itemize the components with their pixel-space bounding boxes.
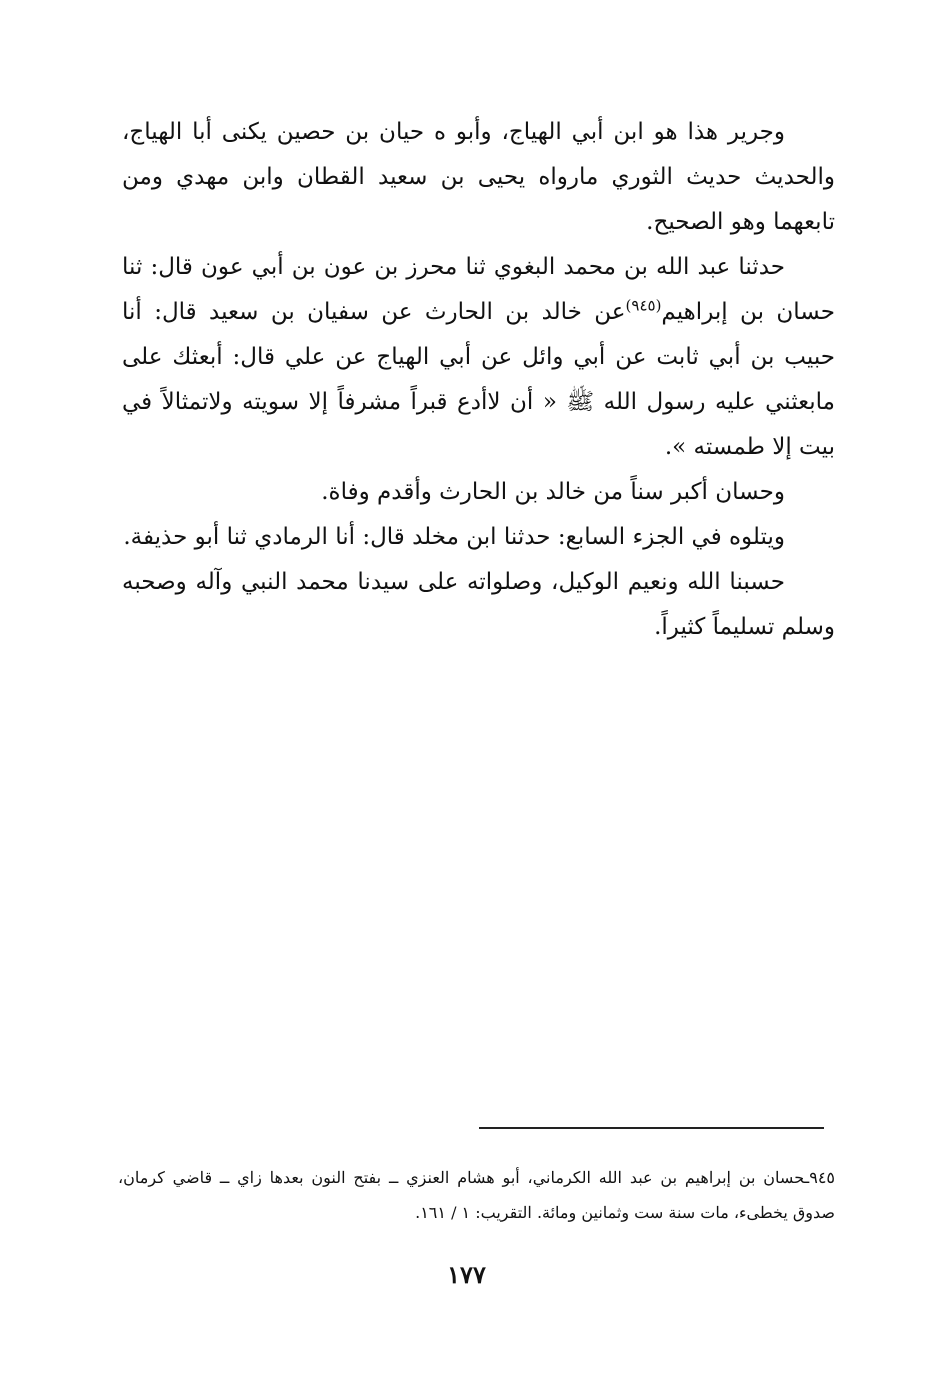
paragraph-1: وجرير هذا هو ابن أبي الهياج، وأبو ه حيان بن حصين يكنى أبا الهياج، والحديث حديث الثوري مارواه يحيى بن سعيد القطان وابن مهدي ومن تابعهما وهو الصحيح. bbox=[122, 119, 835, 235]
page-number: ١٧٧ bbox=[447, 1260, 486, 1289]
footnote-945: ٩٤٥ـحسان بن إبراهيم بن عبد الله الكرماني، أبو هشام العنزي ــ بفتح النون بعدها زاي ــ قاضي كرمان، صدوق يخطىء، مات سنة ست وثمانين ومائة. التقريب: ١ / ١٦١. bbox=[118, 1168, 835, 1222]
paragraph-2 bbox=[122, 245, 835, 470]
footnote-reference: (٩٤٥) bbox=[625, 296, 662, 315]
main-text-block bbox=[122, 110, 835, 650]
paragraph-2-text-before-ref: حدثنا عبد الله بن محمد البغوي ثنا محرز بن عون بن أبي عون قال: ثنا حسان بن إبراهيم bbox=[122, 254, 835, 325]
paragraph-2-text-after-ref: عن خالد بن الحارث عن سفيان بن سعيد قال: أنا حبيب بن أبي ثابت عن أبي وائل عن أبي الهياج عن علي قال: أبعثك على مابعثني عليه رسول الله ﷺ « أن لاأدع قبراً مشرفاً إلا سويته ولاتمثالاً في بيت إلا طمسته ». bbox=[122, 299, 835, 460]
footnote-separator bbox=[479, 1127, 824, 1129]
paragraph-3: وحسان أكبر سناً من خالد بن الحارث وأقدم وفاة. bbox=[321, 479, 785, 505]
paragraph-5: حسبنا الله ونعيم الوكيل، وصلواته على سيدنا محمد النبي وآله وصحبه وسلم تسليماً كثيراً. bbox=[122, 569, 835, 640]
paragraph-4: ويتلوه في الجزء السابع: حدثنا ابن مخلد قال: أنا الرمادي ثنا أبو حذيفة. bbox=[123, 524, 785, 550]
footnote-block bbox=[118, 1160, 835, 1230]
